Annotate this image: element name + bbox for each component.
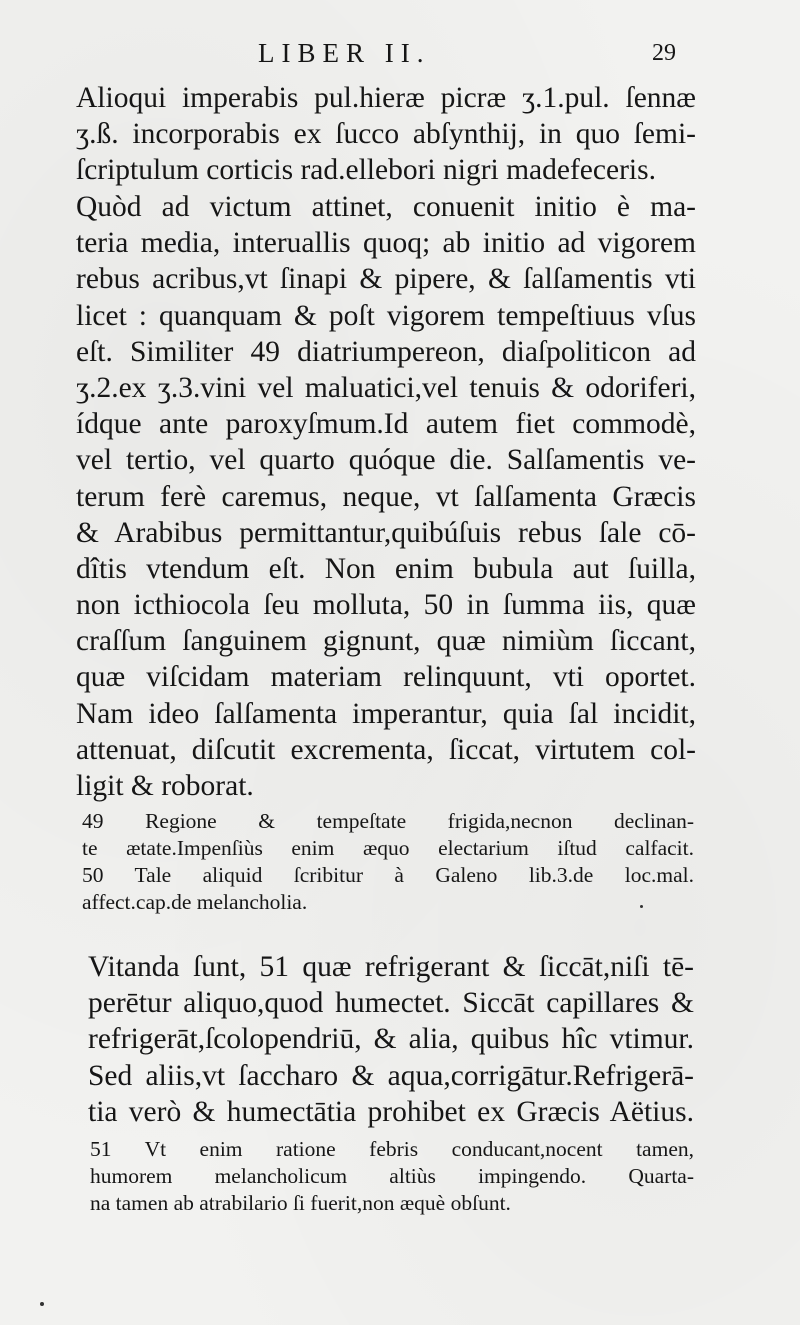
text-line: ſcriptulum corticis rad.ellebori nigri madefeceris. [76,154,656,187]
text-line: tia verò & humectātia prohibet ex Græcis Aëtius. [88,1095,694,1128]
text-line: quæ viſcidam materiam relinquunt, vti oportet. [76,661,696,694]
marginal-notes-49-50 [82,808,694,916]
ink-speck [40,1302,44,1306]
paragraph-1 [76,80,696,189]
text-line: vel tertio, vel quarto quóque die. Salſamentis ve- [76,444,696,477]
paragraph-2 [76,189,696,804]
ink-speck [640,905,643,908]
text-line: terum ferè caremus, neque, vt ſalſamenta Græcis [76,480,696,513]
text-line: perētur aliquo,quod humectet. Siccāt capillares & [88,987,694,1020]
text-line: eſt. Similiter 49 diatriumpereon, diaſpoliticon ad [76,335,696,368]
page-number: 29 [652,40,676,66]
text-line: attenuat, diſcutit excrementa, ſiccat, virtutem col- [76,733,696,766]
text-line: dîtis vtendum eſt. Non enim bubula aut ſuilla, [76,552,696,585]
text-line: ʒ.2.ex ʒ.3.vini vel maluatici,vel tenuis & odoriferi, [76,371,696,404]
text-line: craſſum ſanguinem gignunt, quæ nimiùm ſiccant, [76,625,696,658]
text-line: non icthiocola ſeu molluta, 50 in ſumma iis, quæ [76,589,696,622]
text-line: ligit & roborat. [76,770,254,802]
text-line: Quòd ad victum attinet, conuenit initio è ma- [76,191,696,223]
text-line: Nam ideo ſalſamenta imperantur, quia ſal incidit, [76,697,696,730]
note-line: 51 Vt enim ratione febris conducant,nocent tamen, [90,1137,694,1161]
text-line: Sed aliis,vt ſaccharo & aqua,corrigātur.Refrigerā- [88,1059,694,1092]
running-title: LIBER II. [258,38,431,68]
note-line: na tamen ab atrabilario ſi fuerit,non æquè obſunt. [90,1191,511,1215]
text-line: teria media, interuallis quoq; ab initio ad vigorem [76,227,696,260]
note-line: 50 Tale aliquid ſcribitur à Galeno lib.3.de loc.mal. [82,863,694,887]
note-line: humorem melancholicum altiùs impingendo. Quarta- [90,1164,694,1188]
text-line: & Arabibus permittantur,quibúſuis rebus ſale cō- [76,516,696,549]
marginal-notes-51 [90,1136,694,1217]
text-line: refrigerāt,ſcolopendriū, & alia, quibus hîc vtimur. [88,1023,694,1056]
text-line: licet : quanquam & poſt vigorem tempeſtiuus vſus [76,299,696,332]
text-line: Alioqui imperabis pul.hieræ picræ ʒ.1.pul. ſennæ [76,82,696,114]
note-line: 49 Regione & tempeſtate frigida,necnon declinan- [82,809,694,833]
text-line: ídque ante paroxyſmum.Id autem fiet commodè, [76,408,696,441]
text-line: rebus acribus,vt ſinapi & pipere, & ſalſamentis vti [76,263,696,296]
running-head [0,38,800,78]
text-line: ʒ.ß. incorporabis ex ſucco abſynthij, in quo ſemi- [76,118,696,151]
note-line: affect.cap.de melancholia. [82,890,308,914]
text-line: Vitanda ſunt, 51 quæ refrigerant & ſiccāt,niſi tē- [88,951,694,983]
note-line: te ætate.Impenſiùs enim æquo electarium iſtud calfacit. [82,836,694,860]
paragraph-3 [88,949,694,1130]
